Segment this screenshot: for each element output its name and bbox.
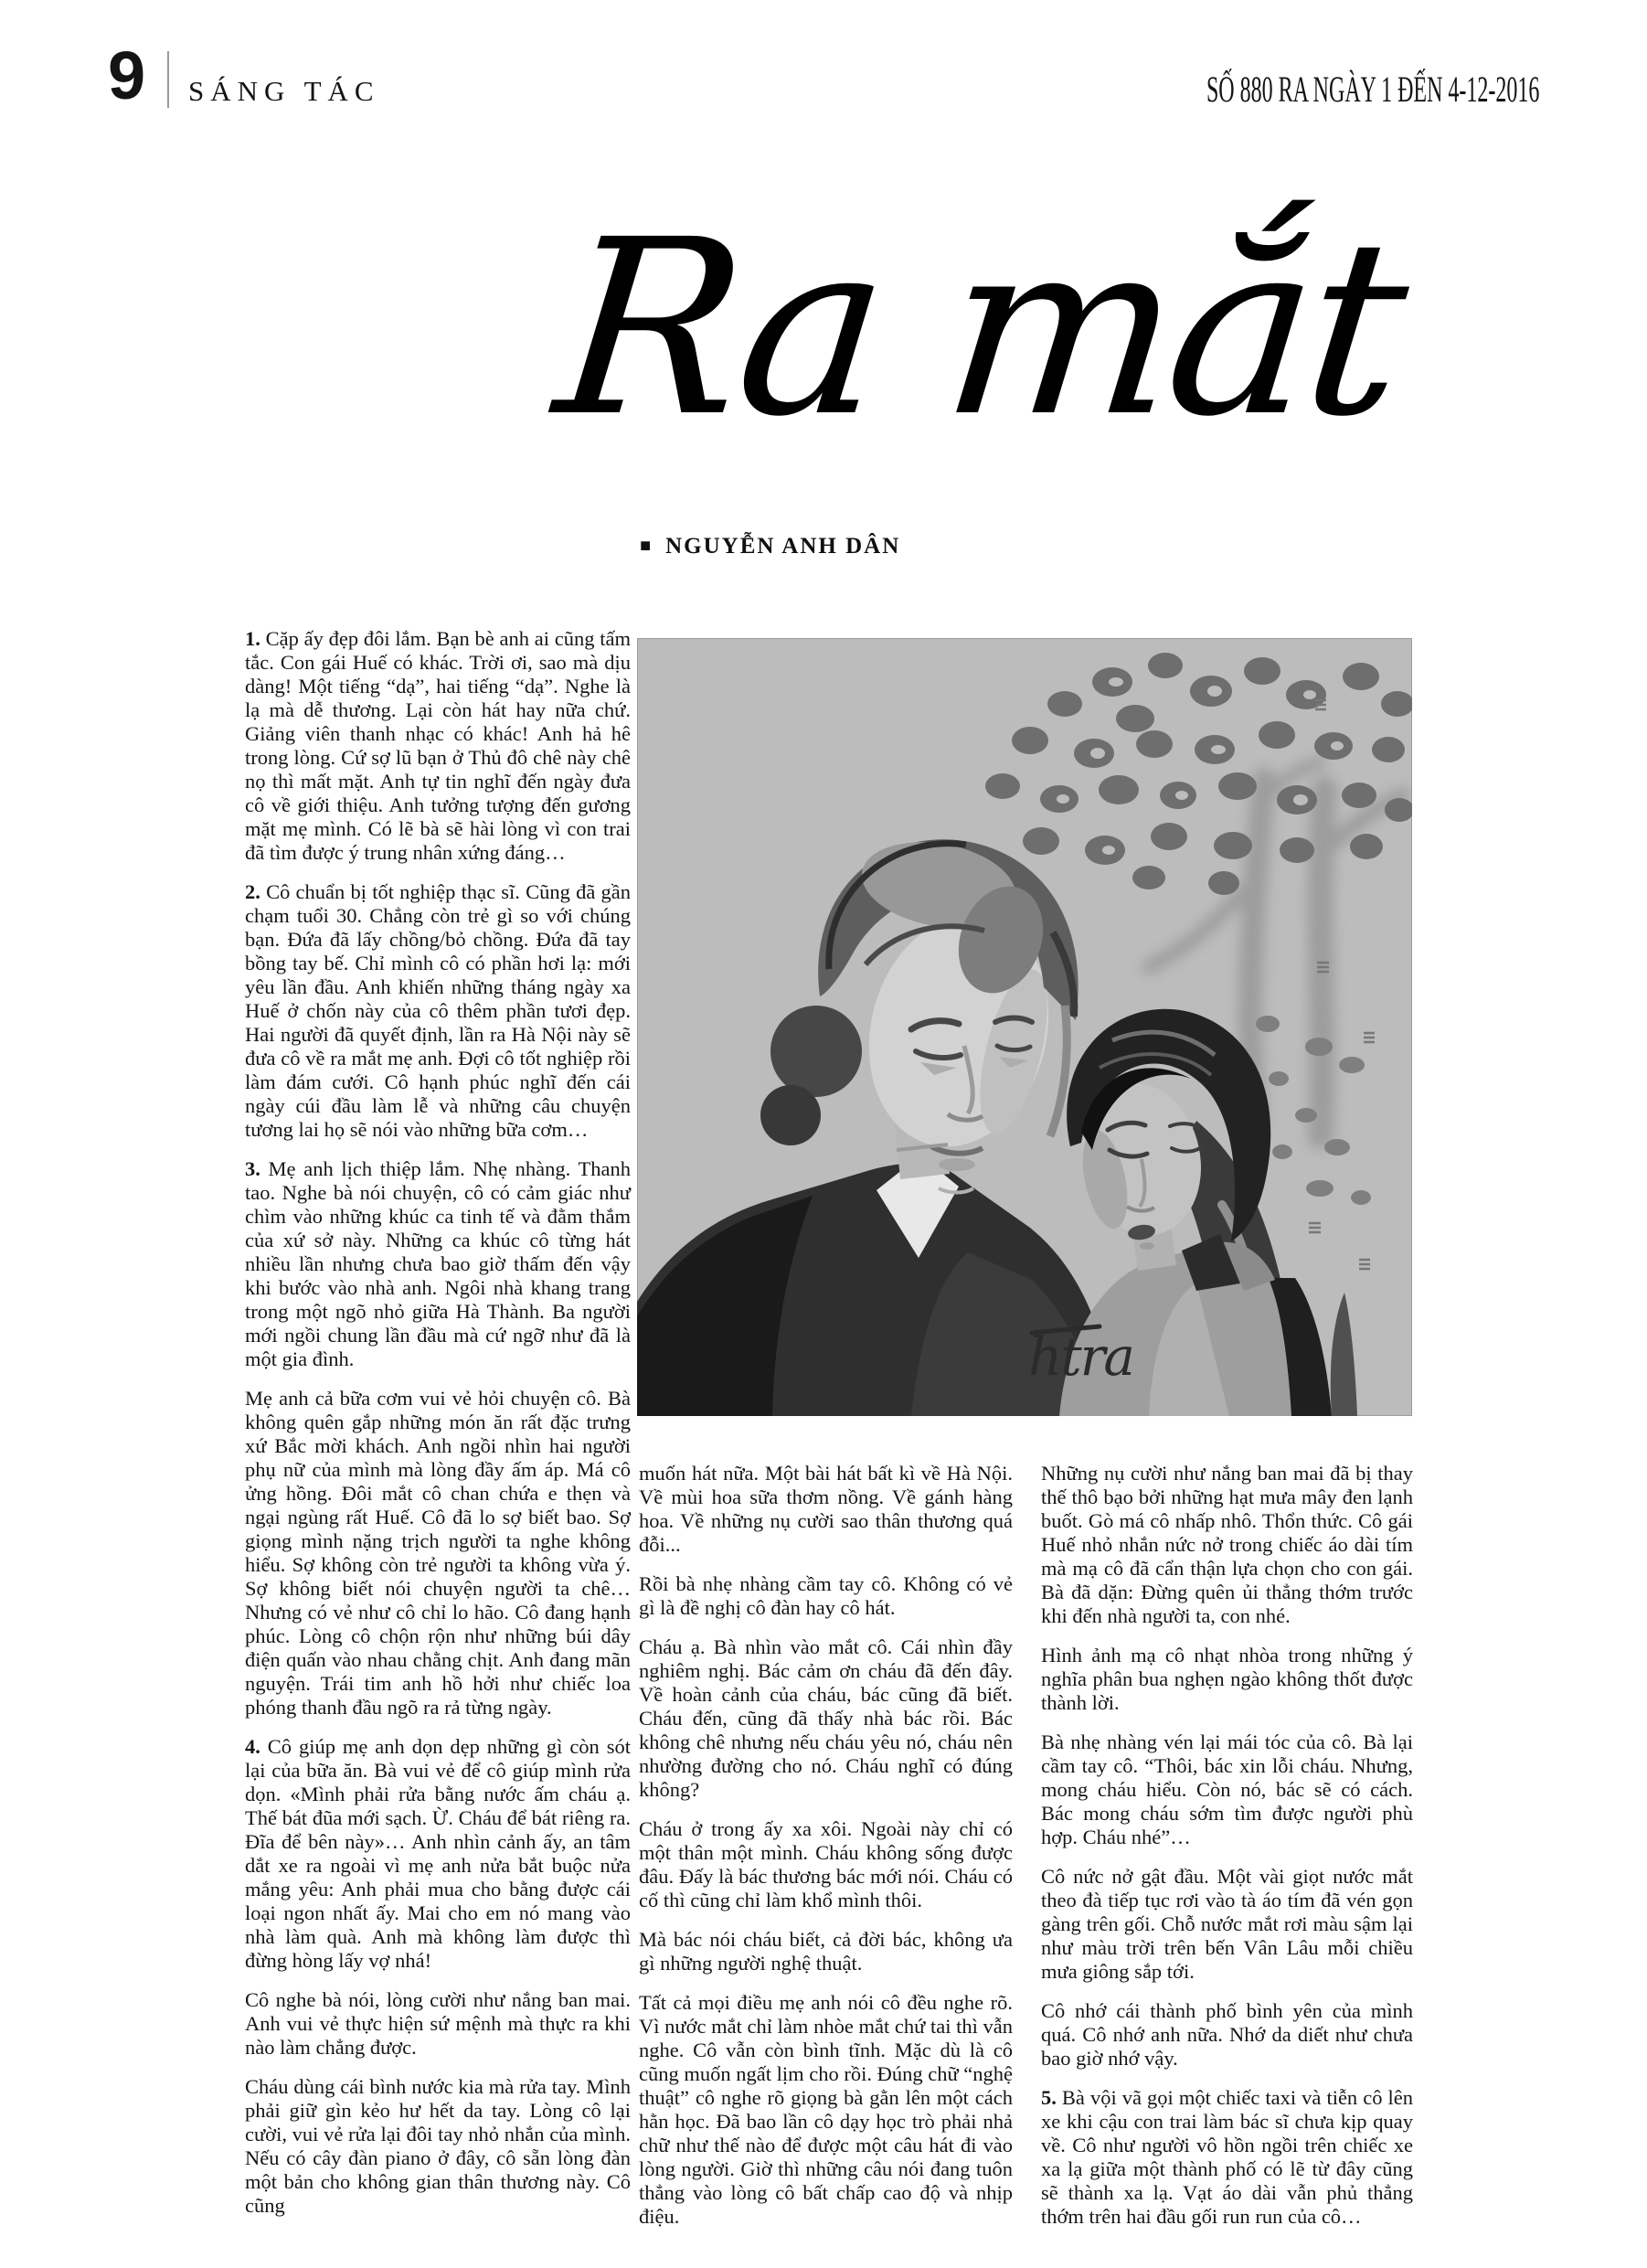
paragraph: 3. Mẹ anh lịch thiệp lắm. Nhẹ nhàng. Thanh tao. Nghe bà nói chuyện, cô có cảm giác như chìm vào những khúc ca tinh tế và đằm thắm của xứ sở này. Những ca khúc cô từng hát nhiều lần nhưng chưa bao giờ thấm đến vậy khi bước vào nhà anh. Ngôi nhà khang trang trong một ngõ nhỏ giữa Hà Thành. Ba người mới ngồi chung lần đầu mà cứ ngỡ như đã là một gia đình. <box>245 1157 631 1370</box>
paragraph: Tất cả mọi điều mẹ anh nói cô đều nghe rõ. Vì nước mắt chỉ làm nhòe mắt chứ tai thì vẫn nghe. Cô vẫn còn bình tĩnh. Mặc dù là cô cũng muốn ngất lịm cho rồi. Đúng chữ “nghệ thuật” cô nghe rõ giọng bà gằn lên một cách hằn học. Đã bao lần cô dạy học trò phải nhả chữ như thế nào để được một câu hát đi vào lòng người. Giờ thì những câu nói đang tuôn thẳng vào lòng cô bất chấp cao độ và nhịp điệu. <box>639 1991 1013 2228</box>
paragraph: Cháu dùng cái bình nước kia mà rửa tay. Mình phải giữ gìn kẻo hư hết da tay. Lòng cô lại cười, vui vẻ rửa lại đôi tay nhỏ nhắn của mình. Nếu có cây đàn piano ở đây, cô sẵn lòng đàn một bản cho không gian thân thương này. Cô cũng <box>245 2075 631 2217</box>
byline <box>640 534 900 559</box>
paragraph: 1. Cặp ấy đẹp đôi lắm. Bạn bè anh ai cũng tấm tắc. Con gái Huế có khác. Trời ơi, sao mà dịu dàng! Một tiếng “dạ”, hai tiếng “dạ”. Nghe là lạ mà dễ thương. Lại còn hát hay nữa chứ. Giảng viên thanh nhạc có khác! Anh hả hê trong lòng. Cứ sợ lũ bạn ở Thủ đô chê này chê nọ thì mất mặt. Anh tự tin nghĩ đến ngày đưa cô về giới thiệu. Anh tưởng tượng đến gương mặt mẹ mình. Có lẽ bà sẽ hài lòng vì con trai đã tìm được ý trung nhân xứng đáng… <box>245 627 632 864</box>
paragraph: 4. Cô giúp mẹ anh dọn dẹp những gì còn sót lại của bữa ăn. Bà vui vẻ để cô giúp mình rửa dọn. «Mình phải rửa bằng nước ấm cháu ạ. Thế bát đũa mới sạch. Ừ. Cháu để bát riêng ra. Đĩa để bên này»… Anh nhìn cảnh ấy, an tâm dắt xe ra ngoài vì mẹ anh nửa bắt buộc nửa mắng yêu: Anh phải mua cho bằng được cái loại ngon nhất ấy. Mai cho em nó mang vào nhà làm quà. Anh mà không làm được thì đừng hòng lấy vợ nhá! <box>245 1735 631 1972</box>
paragraph: Cô nghe bà nói, lòng cười như nắng ban mai. Anh vui vẻ thực hiện sứ mệnh mà thực ra khi nào làm chẳng được. <box>245 1988 631 2059</box>
signature-text: htra <box>1028 1326 1133 1388</box>
two-women-painting <box>637 638 1412 1416</box>
article-column-3 <box>1041 1462 1413 2244</box>
paragraph: 5. Bà vội vã gọi một chiếc taxi và tiễn cô lên xe khi cậu con trai làm bác sĩ chưa kịp quay về. Cô như người vô hồn ngồi trên chiếc xe xa lạ giữa một thành phố có lẽ từ đây cũng sẽ thành xa lạ. Vạt áo dài vẫn phủ thẳng thớm trên hai đầu gối run run của cô… <box>1041 2086 1413 2228</box>
article-column-1 <box>245 627 631 2233</box>
section-title: SÁNG TÁC <box>188 75 380 107</box>
byline-bullet-icon: ■ <box>640 536 653 556</box>
paragraph: Cô nức nở gật đầu. Một vài giọt nước mắt theo đà tiếp tục rơi vào tà áo tím đã vén gọn gàng trên gối. Chỗ nước mắt rơi màu sậm lại như màu trời trên bến Vân Lâu mỗi chiều mưa giông sắp tới. <box>1041 1865 1413 1983</box>
illustration <box>637 638 1412 1416</box>
paragraph: Cháu ạ. Bà nhìn vào mắt cô. Cái nhìn đầy nghiêm nghị. Bác cảm ơn cháu đã đến đây. Về hoàn cảnh của cháu, bác cũng đã biết. Cháu đến, cũng đã thấy nhà bác rồi. Bác không chê nhưng nếu cháu yêu nó, cháu nên nhường đường cho nó. Cháu nghĩ có đúng không? <box>639 1635 1013 1801</box>
article-title: Ra mắt <box>546 188 1413 470</box>
paragraph: Những nụ cười như nắng ban mai đã bị thay thế thô bạo bởi những hạt mưa mây đen lạnh buốt. Gò má cô nhấp nhô. Thổn thức. Cô gái Huế nhỏ nhắn nức nở trong chiếc áo dài tím mà mạ cô đã cẩn thận lựa chọn cho con gái. Bà đã dặn: Đừng quên ủi thẳng thớm trước khi đến nhà người ta, con nhé. <box>1041 1462 1413 1627</box>
paragraph-number: 3. <box>245 1157 269 1180</box>
paragraph: Mà bác nói cháu biết, cả đời bác, không ưa gì những người nghệ thuật. <box>639 1928 1013 1975</box>
paragraph-number: 1. <box>245 627 266 650</box>
article-column-2 <box>639 1462 1013 2244</box>
paragraph: Cháu ở trong ấy xa xôi. Ngoài này chỉ có một thân một mình. Cháu không sống được đâu. Đấy là bác thương bác mới nói. Cháu có cố thì cũng chỉ làm khổ mình thôi. <box>639 1817 1013 1911</box>
paragraph-number: 2. <box>245 880 267 903</box>
issue-info: SỐ 880 RA NGÀY 1 ĐẾN 4-12-2016 <box>1206 69 1539 110</box>
paragraph: muốn hát nữa. Một bài hát bất kì về Hà Nội. Về mùi hoa sữa thơm nồng. Về gánh hàng hoa. Về những nụ cười sao thân thương quá đỗi... <box>639 1462 1013 1556</box>
paragraph: 2. Cô chuẩn bị tốt nghiệp thạc sĩ. Cũng đã gần chạm tuổi 30. Chẳng còn trẻ gì so với chúng bạn. Đứa đã lấy chồng/bỏ chồng. Đứa đã tay bồng tay bế. Chỉ mình cô có phần hơi lạ: mới yêu lần đầu. Anh khiến những tháng ngày xa Huế ở chốn này của cô thêm phần tươi đẹp. Hai người đã quyết định, lần ra Hà Nội này sẽ đưa cô về ra mắt mẹ anh. Đợi cô tốt nghiệp rồi làm đám cưới. Cô hạnh phúc nghĩ đến cái ngày cúi đầu làm lễ và những câu chuyện tương lai họ sẽ nói vào những bữa cơm… <box>245 880 632 1141</box>
paragraph: Bà nhẹ nhàng vén lại mái tóc của cô. Bà lại cầm tay cô. “Thôi, bác xin lỗi cháu. Nhưng, mong cháu hiểu. Còn nó, bác sẽ có cách. Bác mong cháu sớm tìm được người phù hợp. Cháu nhé”… <box>1041 1730 1413 1848</box>
paragraph-number: 4. <box>245 1735 268 1758</box>
paragraph: Rồi bà nhẹ nhàng cầm tay cô. Không có vẻ gì là đề nghị cô đàn hay cô hát. <box>639 1572 1013 1619</box>
artist-signature <box>1028 1326 1133 1388</box>
page-number: 9 <box>108 37 146 113</box>
masthead-divider <box>167 51 169 108</box>
paragraph: Mẹ anh cả bữa cơm vui vẻ hỏi chuyện cô. Bà không quên gắp những món ăn rất đặc trưng xứ Bắc mời khách. Anh ngồi nhìn hai người phụ nữ của mình mà lòng đầy ấm áp. Má cô ửng hồng. Đôi mắt cô chan chứa e thẹn và ngại ngùng rất Huế. Cô đã lo sợ biết bao. Sợ giọng mình nặng trịch người ta nghe không hiểu. Sợ không còn trẻ người ta không vừa ý. Sợ không biết nói chuyện người ta chê… Nhưng có vẻ như cô chỉ lo hão. Cô đang hạnh phúc. Lòng cô chộn rộn như những búi dây điện quấn vào nhau chằng chịt. Anh đang mãn nguyện. Trái tim anh hồ hởi như chiếc loa phóng thanh đầu ngõ ra rả từng ngày. <box>245 1387 631 1719</box>
byline-author: NGUYỄN ANH DÂN <box>665 534 901 559</box>
paragraph-number: 5. <box>1041 2086 1062 2109</box>
paragraph: Cô nhớ cái thành phố bình yên của mình quá. Cô nhớ anh nữa. Nhớ da diết như chưa bao giờ nhớ vậy. <box>1041 1999 1413 2070</box>
paragraph: Hình ảnh mạ cô nhạt nhòa trong những ý nghĩa phân bua nghẹn ngào không thốt được thành lời. <box>1041 1644 1413 1714</box>
